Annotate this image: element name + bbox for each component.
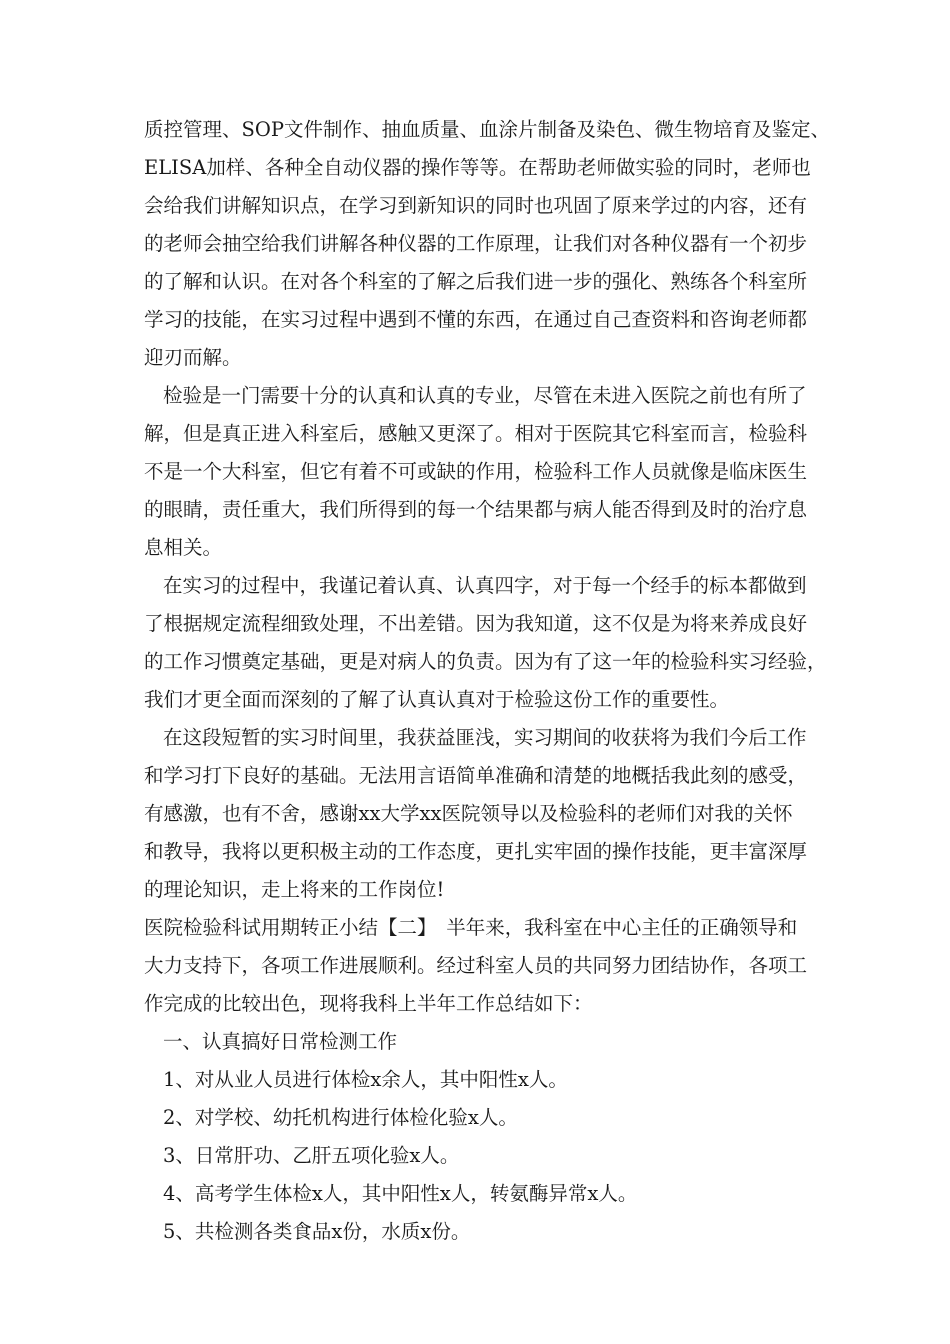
list-item: 3、日常肝功、乙肝五项化验x人。 xyxy=(163,1144,460,1167)
paragraph-start-line: 在实习的过程中，我谨记着认真、认真四字，对于每一个经手的标本都做到 xyxy=(163,574,807,597)
subheading-line: 一、认真搞好日常检测工作 xyxy=(163,1030,398,1053)
paragraph-start-line: 在这段短暂的实习时间里，我获益匪浅，实习期间的收获将为我们今后工作 xyxy=(163,726,807,749)
text-line: 学习的技能，在实习过程中遇到不懂的东西，在通过自己查资料和咨询老师都 xyxy=(144,308,808,331)
text-line: ELISA加样、各种全自动仪器的操作等等。在帮助老师做实验的同时，老师也 xyxy=(144,156,811,179)
text-line: 和教导，我将以更积极主动的工作态度，更扎实牢固的操作技能，更丰富深厚 xyxy=(144,840,808,863)
text-line: 解，但是真正进入科室后，感触又更深了。相对于医院其它科室而言，检验科 xyxy=(144,422,808,445)
text-line: 不是一个大科室，但它有着不可或缺的作用，检验科工作人员就像是临床医生 xyxy=(144,460,808,483)
list-item: 2、对学校、幼托机构进行体检化验x人。 xyxy=(163,1106,518,1129)
text-line: 的了解和认识。在对各个科室的了解之后我们进一步的强化、熟练各个科室所 xyxy=(144,270,808,293)
text-line: 质控管理、SOP文件制作、抽血质量、血涂片制备及染色、微生物培育及鉴定、 xyxy=(144,118,830,141)
text-line: 我们才更全面而深刻的了解了认真认真对于检验这份工作的重要性。 xyxy=(144,688,730,711)
text-line: 有感激，也有不舍，感谢xx大学xx医院领导以及检验科的老师们对我的关怀 xyxy=(144,802,793,825)
text-line: 的老师会抽空给我们讲解各种仪器的工作原理，让我们对各种仪器有一个初步 xyxy=(144,232,808,255)
text-line: 了根据规定流程细致处理，不出差错。因为我知道，这不仅是为将来养成良好 xyxy=(144,612,808,635)
list-item: 1、对从业人员进行体检x余人，其中阳性x人。 xyxy=(163,1068,568,1091)
paragraph-start-line: 检验是一门需要十分的认真和认真的专业，尽管在未进入医院之前也有所了 xyxy=(163,384,807,407)
text-line: 会给我们讲解知识点，在学习到新知识的同时也巩固了原来学过的内容，还有 xyxy=(144,194,808,217)
text-line: 迎刃而解。 xyxy=(144,346,242,369)
list-item: 4、高考学生体检x人，其中阳性x人，转氨酶异常x人。 xyxy=(163,1182,638,1205)
list-item: 5、共检测各类食品x份，水质x份。 xyxy=(163,1220,471,1243)
text-line: 作完成的比较出色，现将我科上半年工作总结如下： xyxy=(144,992,593,1015)
section-heading-line: 医院检验科试用期转正小结【二】 半年来，我科室在中心主任的正确领导和 xyxy=(144,916,798,939)
text-line: 的工作习惯奠定基础，更是对病人的负责。因为有了这一年的检验科实习经验， xyxy=(144,650,827,673)
text-line: 的眼睛，责任重大，我们所得到的每一个结果都与病人能否得到及时的治疗息 xyxy=(144,498,808,521)
text-line: 的理论知识，走上将来的工作岗位! xyxy=(144,878,445,901)
text-line: 息相关。 xyxy=(144,536,223,559)
text-line: 和学习打下良好的基础。无法用言语简单准确和清楚的地概括我此刻的感受， xyxy=(144,764,808,787)
text-line: 大力支持下，各项工作进展顺利。经过科室人员的共同努力团结协作，各项工 xyxy=(144,954,808,977)
